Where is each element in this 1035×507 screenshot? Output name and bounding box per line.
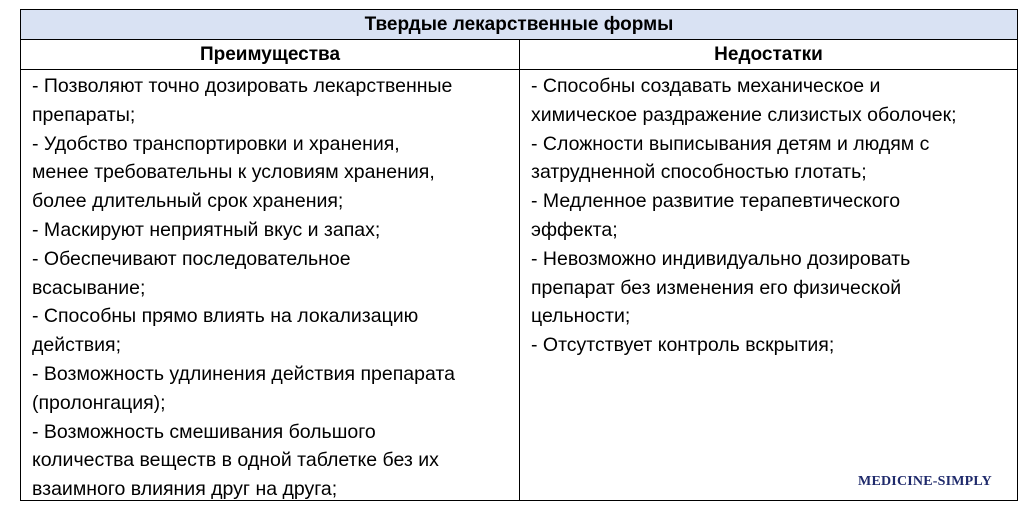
disadvantages-cell [520, 70, 1017, 500]
disadvantages-line: препарат без изменения его физической [531, 276, 902, 299]
disadvantages-line: - Медленное развитие терапевтического [531, 190, 901, 213]
advantages-line: - Маскируют неприятный вкус и запах; [32, 218, 381, 241]
disadvantages-line: - Сложности выписывания детям и людям с [531, 132, 930, 155]
table-body-row [21, 70, 1017, 500]
disadvantages-line: - Отсутствует контроль вскрытия; [531, 334, 835, 357]
disadvantages-line: цельности; [531, 305, 631, 328]
advantages-line: действия; [32, 334, 122, 357]
disadvantages-line: - Способны создавать механическое и [531, 75, 881, 97]
advantages-line: - Удобство транспортировки и хранения, [32, 132, 400, 155]
disadvantages-line: химическое раздражение слизистых оболочек; [531, 103, 957, 126]
advantages-line: - Возможность смешивания большого [32, 420, 376, 443]
advantages-line: более длительный срок хранения; [32, 190, 344, 213]
table-header-row [21, 40, 1017, 70]
advantages-line: (пролонгация); [32, 391, 166, 414]
advantages-line: менее требовательны к условиям хранения, [32, 161, 435, 184]
table-title: Твердые лекарственные формы [21, 10, 1017, 40]
advantages-cell [21, 70, 520, 500]
advantages-line: взаимного влияния друг на друга; [32, 478, 338, 501]
advantages-line: - Способны прямо влиять на локализацию [32, 305, 419, 328]
watermark-logo: MEDICINE-SIMPLY [858, 474, 992, 489]
disadvantages-line: затрудненной способностью глотать; [531, 161, 867, 184]
disadvantages-line: эффекта; [531, 218, 618, 241]
advantages-header: Преимущества [21, 40, 520, 69]
disadvantages-line: - Невозможно индивидуально дозировать [531, 247, 911, 270]
comparison-table [20, 9, 1018, 501]
disadvantages-header: Недостатки [714, 44, 823, 65]
advantages-line: - Позволяют точно дозировать лекарственные [32, 75, 453, 97]
advantages-line: - Обеспечивают последовательное [32, 247, 351, 270]
advantages-line: количества веществ в одной таблетке без их [32, 449, 439, 472]
advantages-line: препараты; [32, 103, 136, 126]
advantages-line: - Возможность удлинения действия препарата [32, 362, 455, 385]
advantages-line: всасывание; [32, 276, 146, 299]
